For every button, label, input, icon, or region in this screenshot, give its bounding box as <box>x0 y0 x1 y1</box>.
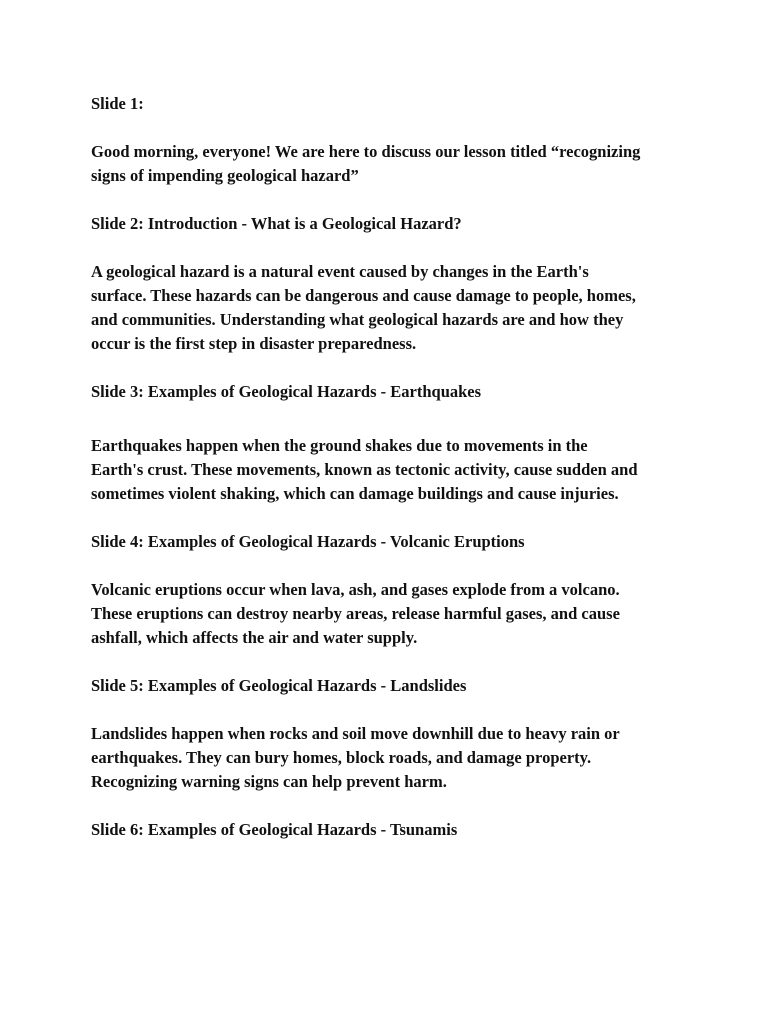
slide-2-body-line: and communities. Understanding what geological hazards are and how they <box>91 310 624 329</box>
slide-1-body-line: Good morning, everyone! We are here to discuss our lesson titled “recognizing <box>91 142 641 161</box>
slide-3-body <box>91 434 688 506</box>
slide-3-heading-text: Slide 3: Examples of Geological Hazards - Earthquakes <box>91 382 482 401</box>
slide-2-body-line: occur is the first step in disaster preparedness. <box>91 334 417 353</box>
slide-3-body-line: Earthquakes happen when the ground shakes due to movements in the <box>91 436 588 455</box>
slide-4-body <box>91 578 688 650</box>
slide-4-heading <box>91 530 688 554</box>
slide-4-body-line: ashfall, which affects the air and water supply. <box>91 628 418 647</box>
slide-4-body-line: These eruptions can destroy nearby areas, release harmful gases, and cause <box>91 604 620 623</box>
slide-1-heading <box>91 92 688 116</box>
slide-5-heading-text: Slide 5: Examples of Geological Hazards - Landslides <box>91 676 467 695</box>
slide-1-body-line: signs of impending geological hazard” <box>91 166 359 185</box>
slide-1-body <box>91 140 688 188</box>
slide-5-body-line: Recognizing warning signs can help prevent harm. <box>91 772 447 791</box>
slide-5-heading <box>91 674 688 698</box>
slide-6-heading <box>91 818 688 842</box>
slide-1-heading-text: Slide 1: <box>91 94 144 113</box>
slide-3-heading <box>91 380 688 404</box>
slide-5-body-line: earthquakes. They can bury homes, block roads, and damage property. <box>91 748 592 767</box>
slide-4-body-line: Volcanic eruptions occur when lava, ash, and gases explode from a volcano. <box>91 580 620 599</box>
slide-2-body <box>91 260 688 356</box>
slide-2-heading-text: Slide 2: Introduction - What is a Geological Hazard? <box>91 214 462 233</box>
slide-3-body-line: sometimes violent shaking, which can damage buildings and cause injuries. <box>91 484 619 503</box>
slide-2-heading <box>91 212 688 236</box>
slide-4-heading-text: Slide 4: Examples of Geological Hazards - Volcanic Eruptions <box>91 532 525 551</box>
slide-2-body-line: surface. These hazards can be dangerous and cause damage to people, homes, <box>91 286 636 305</box>
slide-2-body-line: A geological hazard is a natural event caused by changes in the Earth's <box>91 262 589 281</box>
slide-5-body-line: Landslides happen when rocks and soil move downhill due to heavy rain or <box>91 724 620 743</box>
slide-5-body <box>91 722 688 794</box>
slide-3-body-line: Earth's crust. These movements, known as tectonic activity, cause sudden and <box>91 460 638 479</box>
slide-6-heading-text: Slide 6: Examples of Geological Hazards - Tsunamis <box>91 820 458 839</box>
